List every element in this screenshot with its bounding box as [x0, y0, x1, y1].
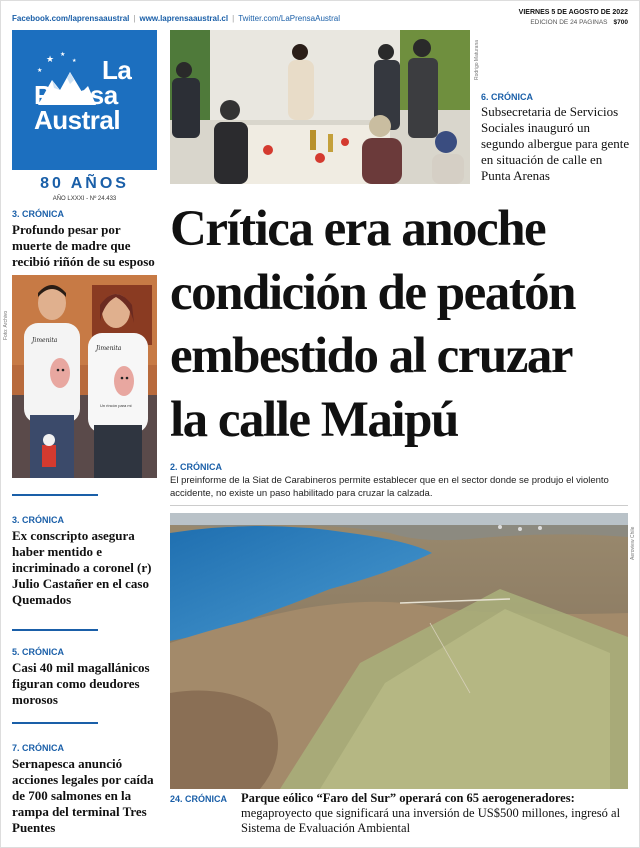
logo-word-prensa: Prensa [34, 80, 118, 110]
shirt-text-left: Jimenita [32, 337, 58, 344]
edition-info [530, 19, 628, 26]
left-story-2[interactable] [12, 515, 162, 608]
newspaper-logo[interactable] [12, 30, 157, 170]
photo-credit: Foto: Archivo [3, 310, 9, 340]
facebook-link[interactable]: Facebook.com/laprensaaustral [12, 14, 130, 23]
svg-text:★: ★ [37, 67, 43, 74]
logo-word-austral: Austral [34, 105, 121, 135]
top-right-story[interactable] [481, 92, 631, 184]
logo-wordmark [34, 55, 132, 135]
shirt-text-small: Un rincón para mi [100, 403, 132, 408]
shirt-text-right: Jimenita [96, 345, 122, 352]
wind-farm-site-photo[interactable] [170, 513, 628, 789]
aerial-landscape [170, 513, 628, 789]
story-headline[interactable]: Sernapesca anunció acciones legales por caída de 700 salmones en la rampa del terminal Tres Puentes [12, 756, 154, 835]
svg-text:★: ★ [72, 58, 77, 64]
section-label: 6. CRÓNICA [481, 92, 534, 102]
twitter-link[interactable]: Twitter.com/LaPrensaAustral [238, 14, 341, 23]
headline-line: Crítica era anoche [170, 201, 546, 257]
website-link[interactable]: www.laprensaaustral.cl [139, 14, 229, 23]
shelter-scene [170, 30, 470, 184]
section-label: 3. CRÓNICA [12, 515, 65, 525]
photo-credit: Rodrigo Maturana [474, 39, 480, 80]
section-divider [12, 722, 98, 724]
section-divider [12, 494, 98, 496]
story-headline[interactable]: Ex conscripto asegura haber mentido e incriminado a coronel (r) Julio Castañer en el caso Quemados [12, 528, 152, 607]
section-label: 7. CRÓNICA [12, 743, 65, 753]
left-story-4[interactable] [12, 743, 162, 836]
section-label: 3. CRÓNICA [12, 209, 65, 219]
left-story-3[interactable] [12, 647, 162, 708]
masthead-strip [12, 6, 628, 28]
left-story-1[interactable] [12, 209, 162, 270]
headline-line: condición de peatón [170, 264, 576, 321]
photo-credit: Aeroview Chile [630, 526, 636, 560]
headline-line: embestido al cruzar [170, 328, 573, 384]
left-story-photo[interactable] [12, 275, 157, 478]
story-headline[interactable]: Profundo pesar por muerte de madre que recibió riñón de su esposo [12, 222, 155, 269]
divider: | [232, 14, 235, 23]
section-divider [12, 629, 98, 631]
section-label: 5. CRÓNICA [12, 647, 65, 657]
main-story-lead: El preinforme de la Siat de Carabineros permite establecer que en el sector donde se produjo el violento accidente, no existe un paso habilitado para cruzar la calzada. [170, 475, 609, 499]
couple-photo [12, 275, 157, 478]
edition-pages: EDICION DE 24 PAGINAS [530, 19, 608, 26]
headline-rest: megaproyecto que significará una inversión de US$500 millones, ingresó al Sistema de Evaluación Ambiental [241, 806, 621, 835]
story-headline[interactable]: Casi 40 mil magallánicos figuran como deudores morosos [12, 660, 150, 707]
svg-text:★: ★ [60, 51, 66, 58]
story-headline[interactable]: Subsecretaria de Servicios Sociales inauguró un segundo albergue para gente en situación de calle en Punta Arenas [481, 104, 630, 183]
anniversary-badge: 80 AÑOS [40, 175, 129, 192]
price: $700 [613, 19, 628, 26]
social-links [12, 14, 340, 23]
story-headline[interactable] [241, 791, 631, 836]
svg-text:★: ★ [46, 55, 55, 65]
divider: | [133, 14, 136, 23]
section-label: 24. CRÓNICA [170, 794, 228, 804]
shelter-photo[interactable] [170, 30, 470, 184]
main-headline[interactable] [170, 198, 625, 452]
divider [170, 505, 628, 506]
issue-date: VIERNES 5 DE AGOSTO DE 2022 [518, 9, 628, 16]
section-label: 2. CRÓNICA [170, 462, 223, 472]
issue-number: AÑO LXXXI - Nº 24.433 [52, 196, 117, 202]
headline-bold-part: Parque eólico “Faro del Sur” operará con 65 aerogeneradores: [241, 791, 575, 805]
headline-line: la calle Maipú [170, 391, 458, 448]
logo-word-la: La [102, 55, 132, 85]
